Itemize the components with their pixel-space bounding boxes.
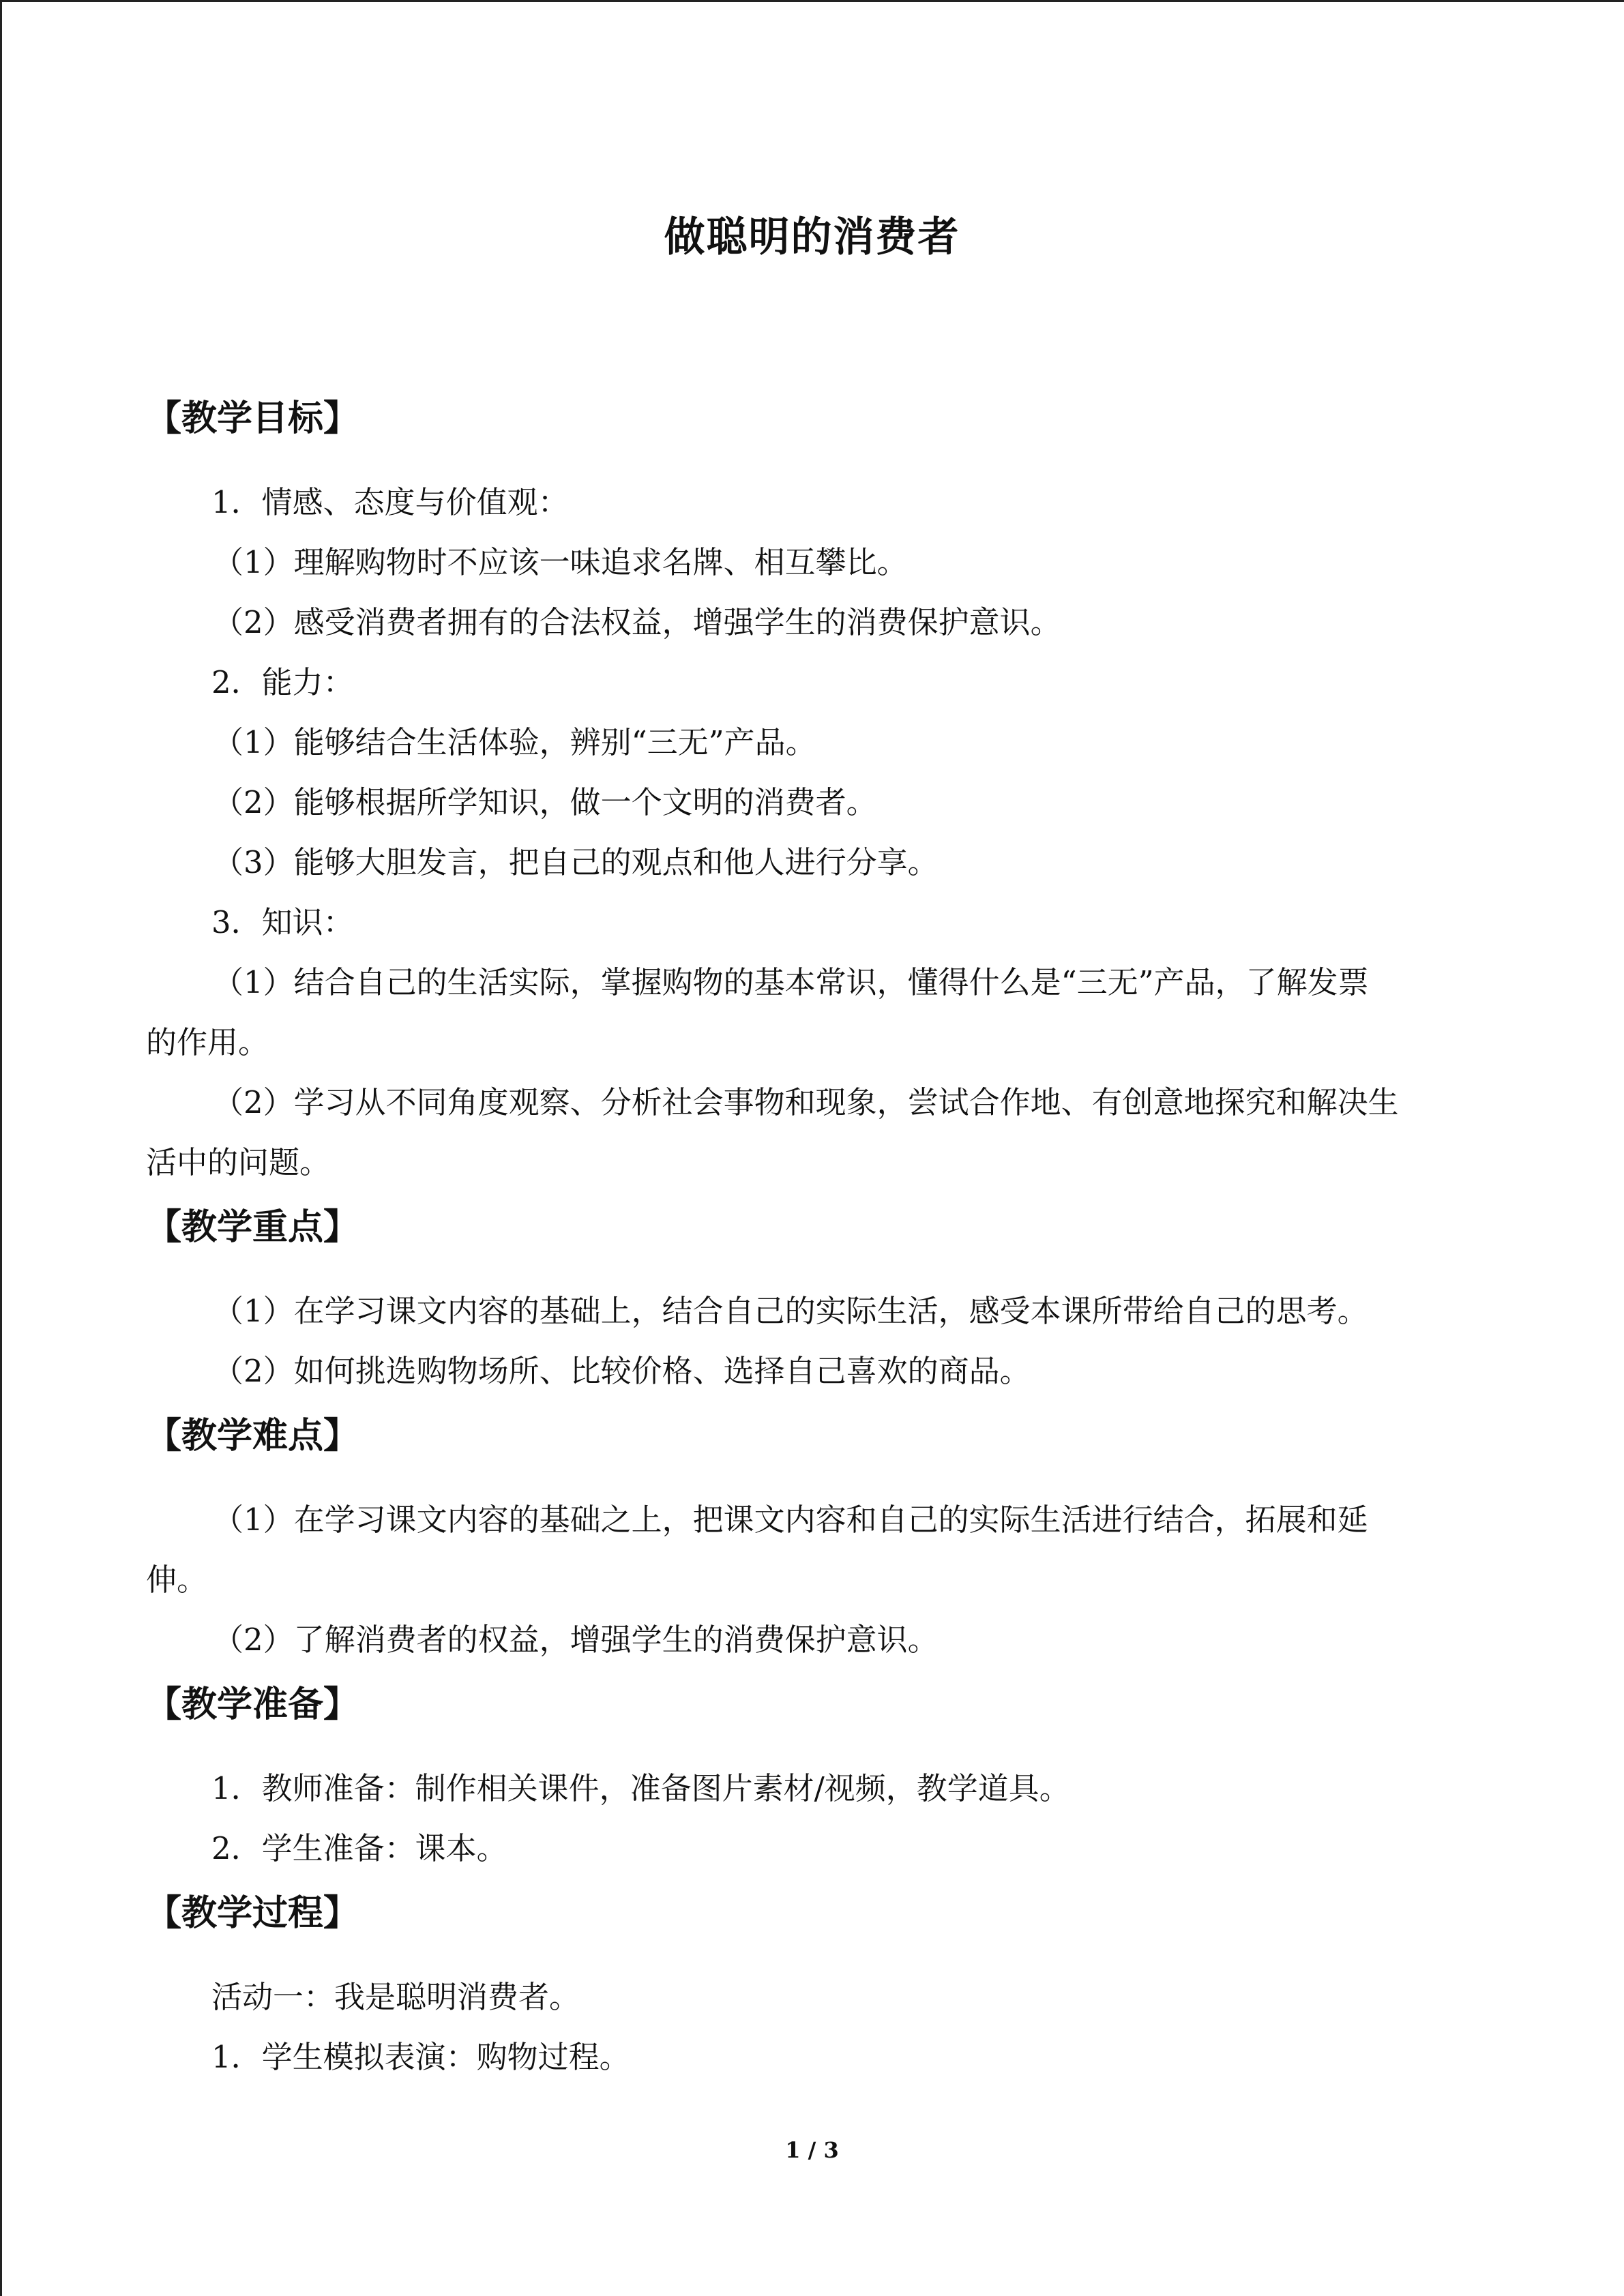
goal-2-2: （2）能够根据所学知识，做一个文明的消费者。	[213, 784, 877, 820]
preparation-1: 1．教师准备：制作相关课件，准备图片素材/视频，教学道具。	[211, 1770, 1070, 1806]
goal-3-1-line-2: 的作用。	[146, 1024, 269, 1060]
section-heading-preparation: 【教学准备】	[146, 1684, 359, 1725]
goal-3-1-line-1: （1）结合自己的生活实际，掌握购物的基本常识，懂得什么是“三无”产品，了解发票	[213, 964, 1369, 1000]
page-number: 1 / 3	[785, 2137, 839, 2163]
section-heading-key-points: 【教学重点】	[146, 1206, 359, 1248]
document-title: 做聪明的消费者	[664, 213, 960, 261]
goal-1-2: （2）感受消费者拥有的合法权益，增强学生的消费保护意识。	[213, 604, 1061, 640]
difficulty-1-line-1: （1）在学习课文内容的基础之上，把课文内容和自己的实际生活进行结合，拓展和延	[213, 1502, 1368, 1538]
page-border-left	[0, 0, 2, 2296]
key-point-1: （1）在学习课文内容的基础上，结合自己的实际生活，感受本课所带给自己的思考。	[213, 1293, 1368, 1329]
difficulty-1-line-2: 伸。	[146, 1562, 208, 1598]
activity-1: 活动一：我是聪明消费者。	[211, 1979, 580, 2015]
goal-2-3: （3）能够大胆发言，把自己的观点和他人进行分享。	[213, 844, 939, 880]
goal-3-2-line-2: 活中的问题。	[146, 1144, 331, 1180]
page-border-top	[0, 0, 1624, 2]
section-heading-difficulties: 【教学难点】	[146, 1415, 359, 1457]
goal-2-1: （1）能够结合生活体验，辨别“三无”产品。	[213, 724, 816, 760]
difficulty-2: （2）了解消费者的权益，增强学生的消费保护意识。	[213, 1622, 939, 1658]
section-heading-process: 【教学过程】	[146, 1892, 359, 1934]
goal-3: 3．知识：	[211, 904, 354, 940]
activity-1-step-1: 1．学生模拟表演：购物过程。	[211, 2039, 630, 2075]
goal-3-2-line-1: （2）学习从不同角度观察、分析社会事物和现象，尝试合作地、有创意地探究和解决生	[213, 1084, 1399, 1120]
goal-2: 2．能力：	[211, 664, 354, 700]
goal-1: 1．情感、态度与价值观：	[211, 484, 569, 520]
section-heading-goals: 【教学目标】	[146, 398, 359, 439]
preparation-2: 2．学生准备：课本。	[211, 1830, 507, 1866]
goal-1-1: （1）理解购物时不应该一味追求名牌、相互攀比。	[213, 544, 908, 580]
key-point-2: （2）如何挑选购物场所、比较价格、选择自己喜欢的商品。	[213, 1353, 1031, 1389]
